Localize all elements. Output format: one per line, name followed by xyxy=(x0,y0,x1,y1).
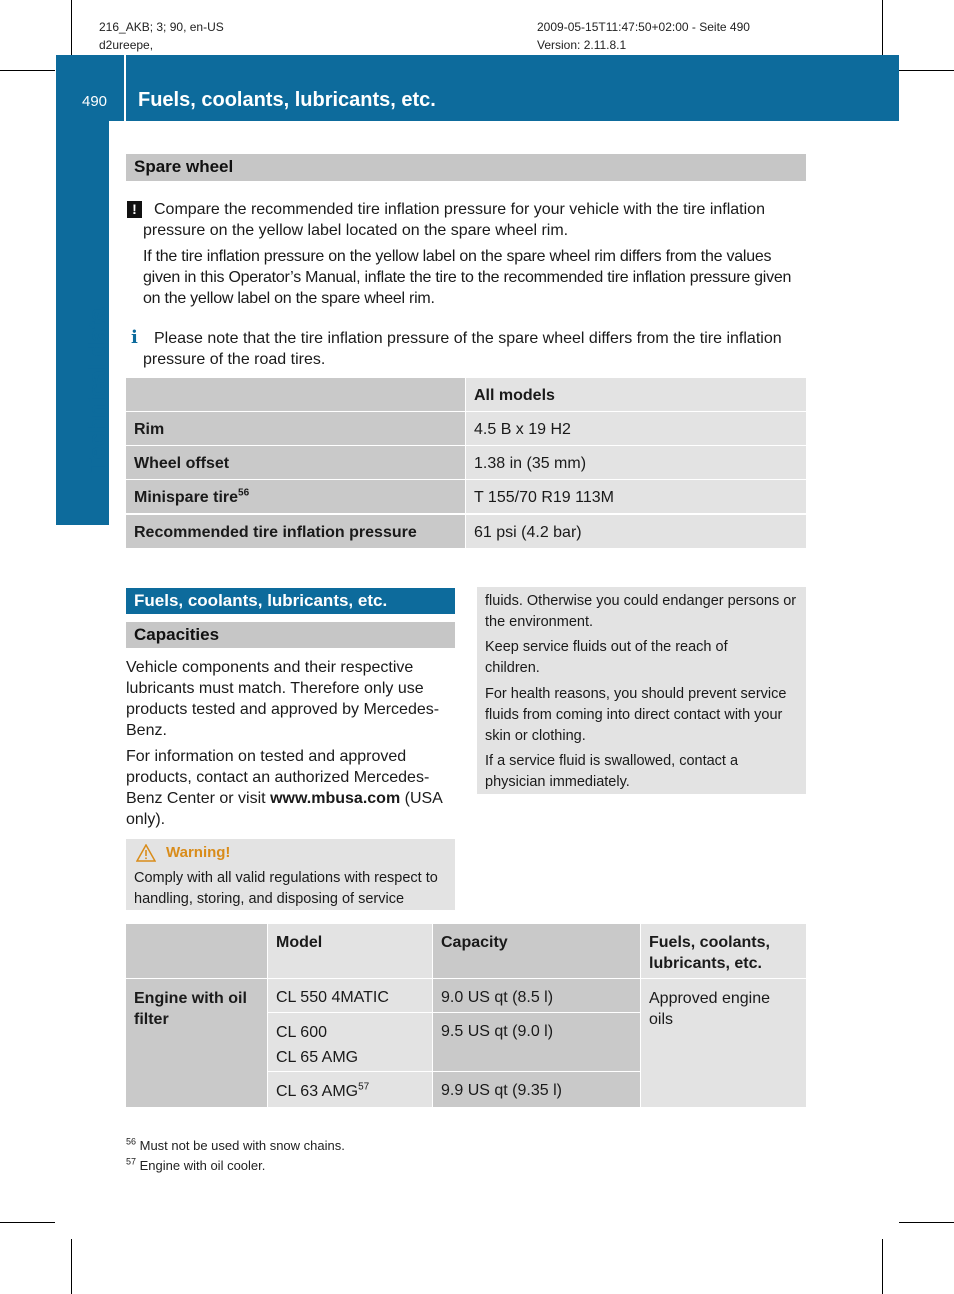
side-tab-label: Technical data xyxy=(84,307,111,473)
print-meta-line: 2009-05-15T11:47:50+02:00 - Seite 490 xyxy=(537,20,750,34)
capacities-paragraph-1: Vehicle components and their respective lubricants must match. Therefore only use products tested and approved by Mercedes-Benz. xyxy=(126,659,440,739)
capacities-header-model: Model xyxy=(268,924,432,978)
warning-box xyxy=(126,839,455,910)
crop-mark xyxy=(71,0,72,55)
warning-triangle-icon xyxy=(136,844,156,862)
capacities-capacity-cell: 9.0 US qt (8.5 l) xyxy=(433,979,640,1012)
table-row-label-cell xyxy=(126,480,465,513)
footnote-text: Engine with oil cooler. xyxy=(136,1158,266,1173)
info-text: Please note that the tire inflation pressure of the spare wheel differs from the tire inflation pressure of the road tires. xyxy=(143,330,782,368)
print-meta-right xyxy=(537,18,750,54)
table-row-label: Rim xyxy=(126,412,465,445)
warning-text: fluids. Otherwise you could endanger persons or the environment. xyxy=(485,593,797,630)
crop-mark xyxy=(71,1239,72,1294)
table-row xyxy=(126,412,806,445)
footnote-number: 56 xyxy=(126,1136,137,1147)
model-name: CL 65 AMG xyxy=(276,1049,359,1066)
print-meta-line: 216_AKB; 3; 90, en-US xyxy=(99,20,224,34)
footnote-ref: 56 xyxy=(238,487,250,499)
warning-paragraph xyxy=(143,199,806,241)
spec-table-header-empty xyxy=(126,378,465,411)
table-row-value: T 155/70 R19 113M xyxy=(466,480,806,513)
capacities-capacity-cell: 9.5 US qt (9.0 l) xyxy=(433,1013,640,1071)
capacities-model-cell xyxy=(268,1072,432,1107)
capacities-group-label: Engine with oil filter xyxy=(126,979,267,1107)
crop-mark xyxy=(0,1222,55,1223)
spec-table-header: All models xyxy=(466,378,806,411)
section-heading-fuels: Fuels, coolants, lubricants, etc. xyxy=(126,588,455,614)
page-title: Fuels, coolants, lubricants, etc. xyxy=(138,89,436,111)
warning-paragraph-2: If the tire inflation pressure on the yellow label on the spare wheel rim differs from the values given in this Operator’s Manual, inflate the tire to the recommended tire inflation pressure given on the yellow label on the spare wheel rim. xyxy=(143,248,792,307)
spec-table-header-row xyxy=(126,378,806,411)
footnote-ref: 57 xyxy=(358,1081,370,1093)
table-row-value: 61 psi (4.2 bar) xyxy=(466,515,806,548)
capacities-header-fluids: Fuels, coolants, lubricants, etc. xyxy=(641,924,806,978)
info-icon: i xyxy=(131,327,138,348)
capacities-header-capacity: Capacity xyxy=(433,924,640,978)
capacities-header-empty xyxy=(126,924,267,978)
warning-box-continued xyxy=(477,587,806,794)
footnote xyxy=(126,1137,345,1155)
print-meta-line: Version: 2.11.8.1 xyxy=(537,38,627,52)
footnote-text: Must not be used with snow chains. xyxy=(136,1138,345,1153)
table-row-label: Recommended tire inflation pressure xyxy=(126,515,465,548)
table-row xyxy=(126,446,806,479)
warning-text: If a service fluid is swallowed, contact a physician immediately. xyxy=(485,753,739,790)
warning-text: For health reasons, you should prevent service fluids from coming into direct contact with your skin or clothing. xyxy=(485,686,787,744)
footnote-number: 57 xyxy=(126,1156,137,1167)
crop-mark xyxy=(882,1239,883,1294)
warning-exclamation-icon: ! xyxy=(127,201,142,218)
table-row-label: Wheel offset xyxy=(126,446,465,479)
capacities-model-cell: CL 550 4MATIC xyxy=(268,979,432,1012)
model-name: CL 600 xyxy=(276,1024,327,1041)
warning-title: Warning! xyxy=(166,844,231,861)
crop-mark xyxy=(882,0,883,55)
footnote xyxy=(126,1157,265,1175)
table-row-label: Minispare tire xyxy=(134,489,239,506)
paragraph-text: (USA only). xyxy=(126,790,442,828)
table-row-value: 4.5 B x 19 H2 xyxy=(466,412,806,445)
header-divider xyxy=(124,55,126,121)
print-meta-line: d2ureepe, xyxy=(99,38,154,52)
print-meta-left xyxy=(99,18,224,54)
mbusa-link[interactable]: www.mbusa.com xyxy=(270,790,401,807)
crop-mark xyxy=(0,70,55,71)
section-heading-spare-wheel: Spare wheel xyxy=(126,154,806,181)
warning-text: Keep service fluids out of the reach of children. xyxy=(485,639,728,676)
page-number: 490 xyxy=(82,93,108,110)
page-header xyxy=(56,55,899,121)
warning-text: Compare the recommended tire inflation pressure for your vehicle with the tire inflation pressure on the yellow label located on the spare wheel rim. xyxy=(143,201,765,239)
sub-heading-capacities: Capacities xyxy=(126,622,455,648)
capacities-fluids-cell: Approved engine oils xyxy=(641,979,806,1107)
crop-mark xyxy=(899,70,954,71)
table-row-value: 1.38 in (35 mm) xyxy=(466,446,806,479)
crop-mark xyxy=(899,1222,954,1223)
capacities-table xyxy=(126,924,806,1107)
table-row xyxy=(126,480,806,513)
warning-text: Comply with all valid regulations with respect to handling, storing, and disposing of service xyxy=(134,870,438,907)
capacities-model-cell xyxy=(268,1013,432,1071)
info-paragraph xyxy=(143,328,806,370)
table-row xyxy=(126,515,806,548)
capacities-paragraph-2 xyxy=(126,746,455,830)
capacities-capacity-cell: 9.9 US qt (9.35 l) xyxy=(433,1072,640,1107)
model-name: CL 63 AMG xyxy=(276,1083,359,1100)
paragraph-text: For information on tested and approved products, contact an authorized Mercedes-Benz Center or visit xyxy=(126,748,430,807)
